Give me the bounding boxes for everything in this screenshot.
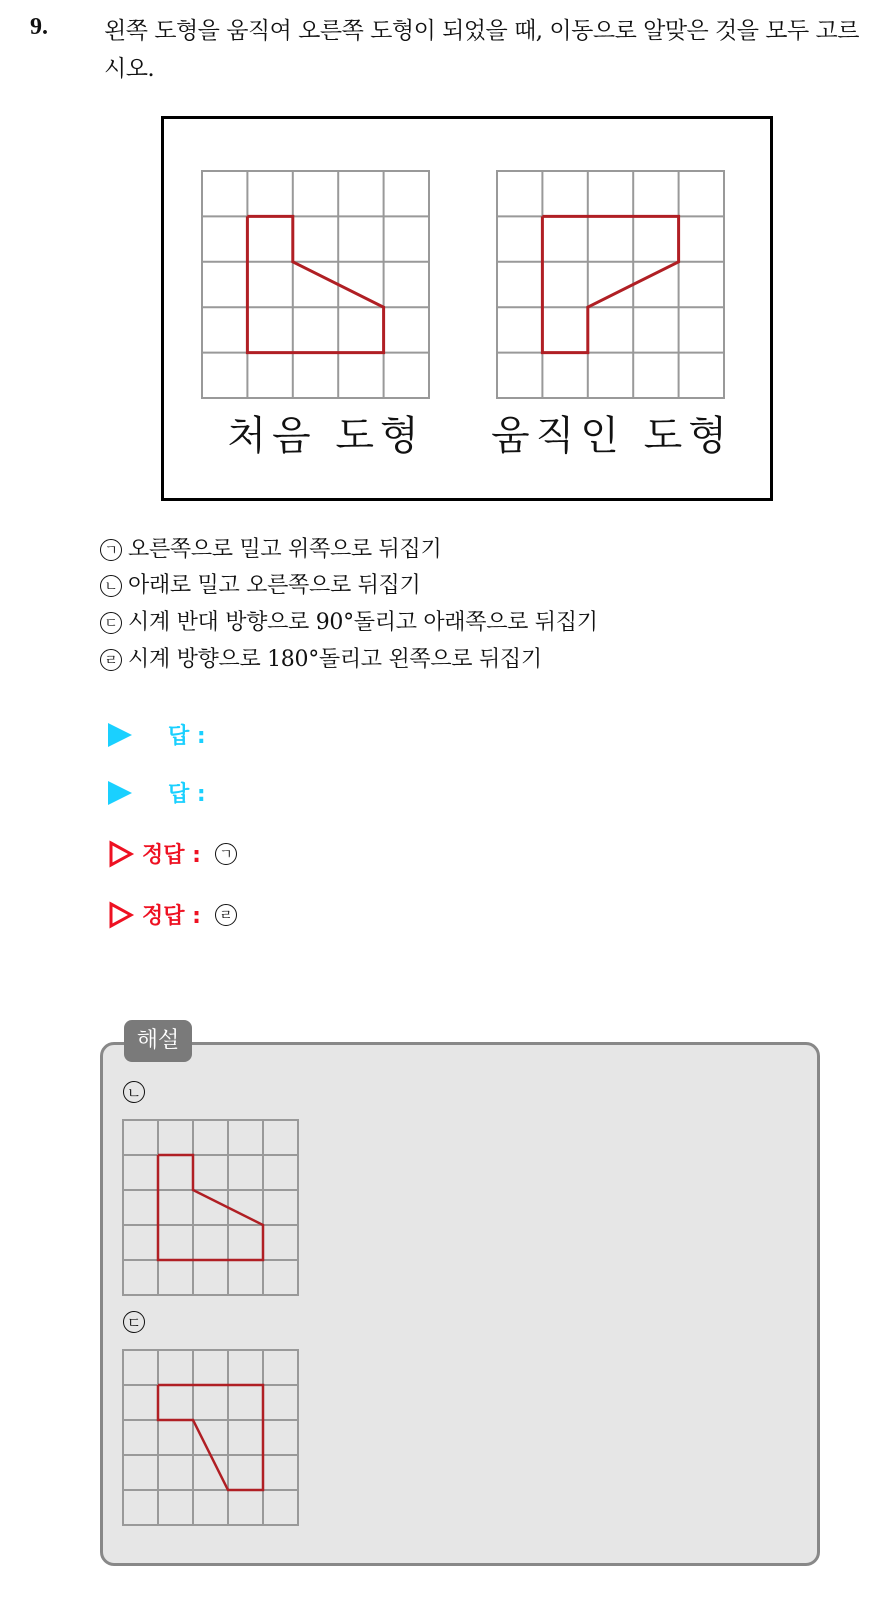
explanation-grid-b (122, 1119, 300, 1297)
option-marker: ㄱ (100, 539, 122, 561)
original-shape-grid (201, 170, 431, 400)
outline-arrow-icon (108, 840, 134, 868)
answer-label: 답 : (168, 724, 206, 749)
moved-shape-grid (496, 170, 726, 400)
original-shape (247, 216, 383, 352)
explanation-tab: 해설 (124, 1020, 192, 1062)
explanation-grid-c (122, 1349, 300, 1527)
original-caption: 처음 도형 (227, 413, 425, 459)
correct-answer (108, 899, 243, 933)
correct-answer-label: 정답 : (142, 843, 201, 868)
option-marker: ㄷ (123, 1311, 145, 1333)
answer-field[interactable] (108, 777, 206, 811)
correct-answer-label: 정답 : (142, 904, 201, 929)
explanation-shape-b (158, 1155, 263, 1260)
question-number: 9. (30, 14, 48, 40)
explanation-shape-c (158, 1385, 263, 1490)
option-text: 오른쪽으로 밀고 위쪽으로 뒤집기 (128, 537, 442, 562)
option-item (100, 571, 420, 601)
option-text: 아래로 밀고 오른쪽으로 뒤집기 (128, 573, 421, 598)
question-text: 왼쪽 도형을 움직여 오른쪽 도형이 되었을 때, 이동으로 알맞은 것을 모두 고르시오. (104, 18, 859, 82)
option-text: 시계 반대 방향으로 90°돌리고 아래쪽으로 뒤집기 (128, 610, 598, 635)
play-arrow-icon (108, 723, 132, 747)
answer-label: 답 : (168, 782, 206, 807)
option-marker: ㄹ (100, 649, 122, 671)
moved-caption: 움직인 도형 (491, 413, 733, 459)
correct-answer-value: ㄹ (215, 904, 237, 926)
option-marker: ㄷ (100, 612, 122, 634)
option-marker: ㄴ (100, 575, 122, 597)
explanation-item-marker (123, 1081, 151, 1103)
option-marker: ㄴ (123, 1081, 145, 1103)
correct-answer-value: ㄱ (215, 843, 237, 865)
option-item (100, 608, 598, 638)
play-arrow-icon (108, 781, 132, 805)
answer-field[interactable] (108, 719, 206, 753)
option-item (100, 645, 542, 675)
option-item (100, 535, 441, 565)
explanation-item-marker (123, 1311, 151, 1333)
option-text: 시계 방향으로 180°돌리고 왼쪽으로 뒤집기 (128, 647, 542, 672)
correct-answer (108, 838, 243, 872)
outline-arrow-icon (108, 901, 134, 929)
moved-shape (542, 216, 678, 352)
